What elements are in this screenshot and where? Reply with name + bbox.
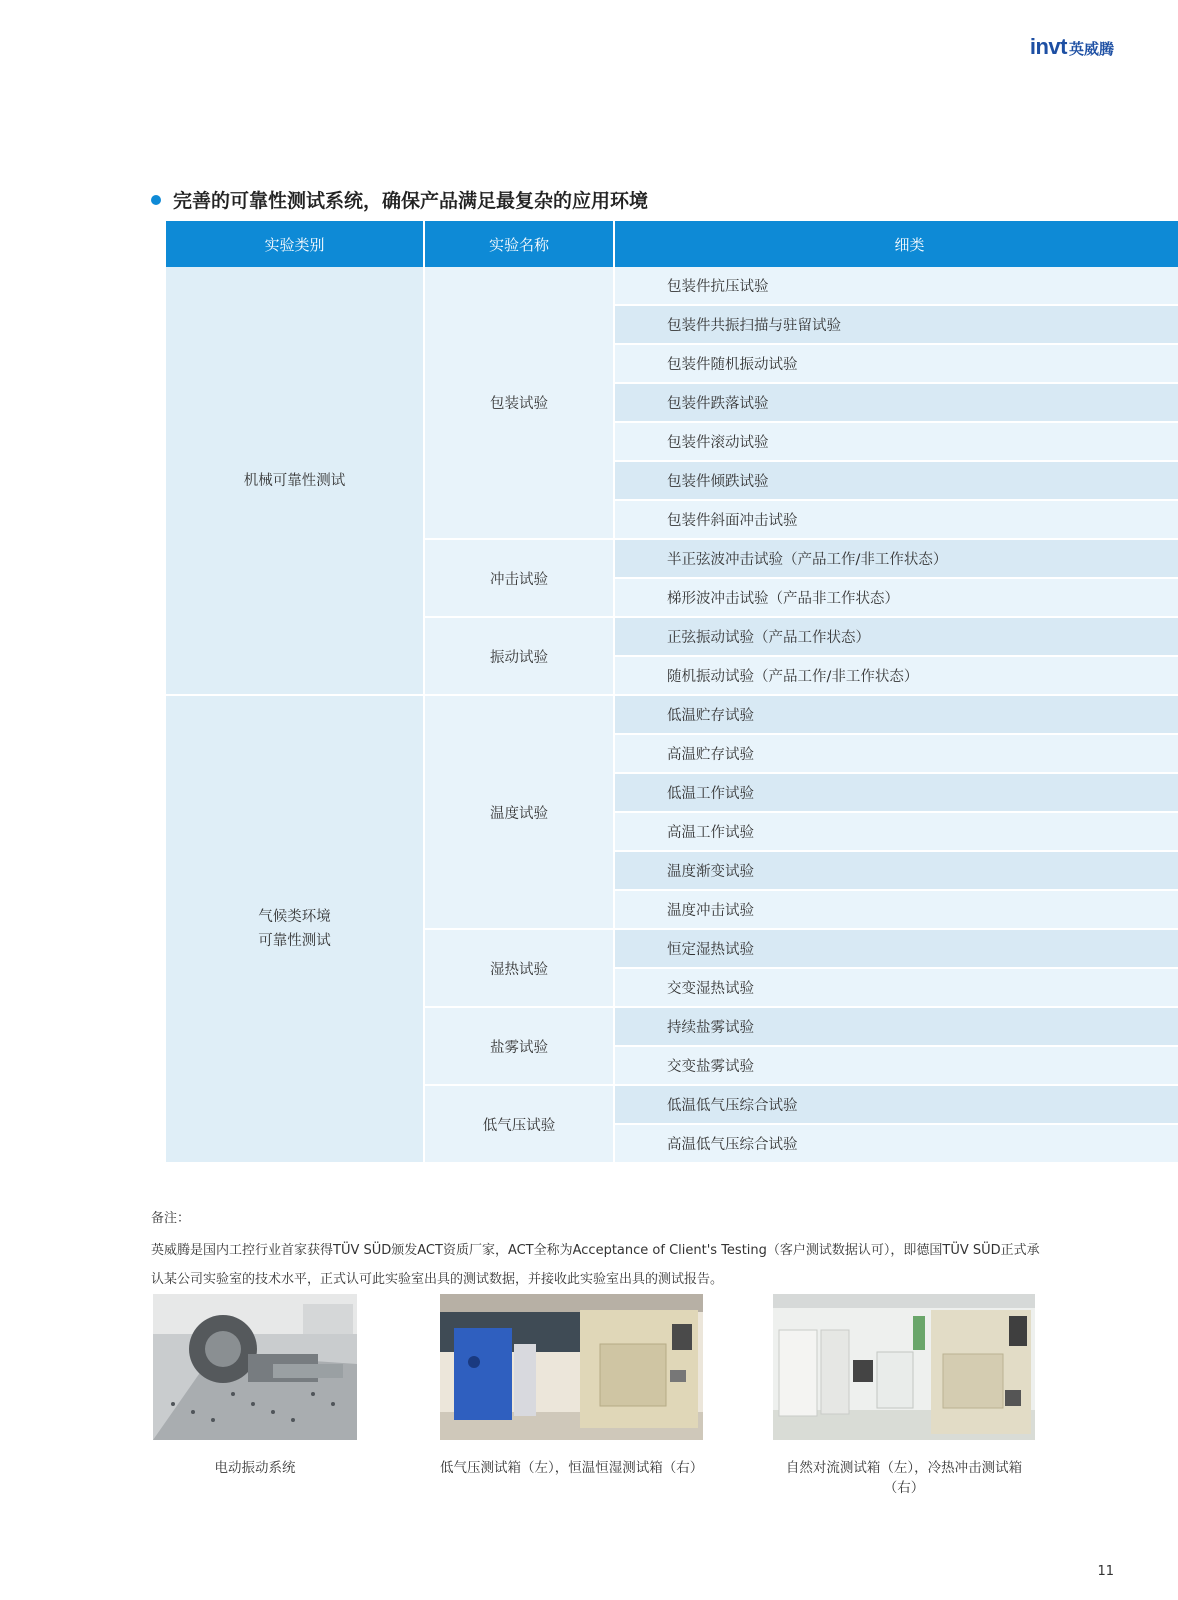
photo-caption: 自然对流测试箱（左），冷热冲击测试箱（右）	[785, 1460, 1023, 1496]
category-mechanical	[166, 267, 424, 695]
subcategory-cell: 恒定湿热试验	[614, 929, 1178, 968]
subcategory-cell: 交变湿热试验	[614, 968, 1178, 1007]
bullet-icon	[151, 195, 161, 205]
reliability-test-table	[166, 221, 1178, 1164]
brand-mark: invt	[1029, 34, 1067, 59]
test-salt-spray: 盐雾试验	[424, 1007, 614, 1085]
test-damp-heat: 湿热试验	[424, 929, 614, 1007]
subcategory-cell: 包装件共振扫描与驻留试验	[614, 305, 1178, 344]
test-low-pressure: 低气压试验	[424, 1085, 614, 1163]
subcategory-cell: 高温贮存试验	[614, 734, 1178, 773]
subcategory-cell: 低温低气压综合试验	[614, 1085, 1178, 1124]
page-number: 11	[1097, 1564, 1114, 1579]
header-subcategory: 细类	[614, 221, 1178, 267]
subcategory-cell: 高温工作试验	[614, 812, 1178, 851]
subcategory-cell: 包装件抗压试验	[614, 267, 1178, 305]
table-header-row	[166, 221, 1178, 267]
subcategory-cell: 包装件滚动试验	[614, 422, 1178, 461]
subcategory-cell: 随机振动试验（产品工作/非工作状态）	[614, 656, 1178, 695]
header-test-name: 实验名称	[424, 221, 614, 267]
category-label: 机械可靠性测试	[243, 472, 346, 489]
test-temperature: 温度试验	[424, 695, 614, 929]
photo-convection-thermal-shock-chambers	[773, 1294, 1035, 1440]
photo-caption: 低气压测试箱（左），恒温恒湿测试箱（右）	[440, 1460, 704, 1476]
subcategory-cell: 低温贮存试验	[614, 695, 1178, 734]
subcategory-cell: 交变盐雾试验	[614, 1046, 1178, 1085]
category-label-line2: 可靠性测试	[258, 933, 331, 949]
note-block	[151, 1207, 1041, 1294]
note-body: 英威腾是国内工控行业首家获得TÜV SÜD颁发ACT资质厂家，ACT全称为Acceptance of Client's Testing（客户测试数据认可），即德国TÜV SÜD正式承认某公司实验室的技术水平，正式认可此实验室出具的测试数据，并接收此实验室出具的测试报告。	[151, 1243, 1040, 1287]
photo-vibration-system	[153, 1294, 357, 1440]
subcategory-cell: 包装件随机振动试验	[614, 344, 1178, 383]
subcategory-cell: 梯形波冲击试验（产品非工作状态）	[614, 578, 1178, 617]
photo-caption: 电动振动系统	[214, 1460, 296, 1476]
subcategory-cell: 温度渐变试验	[614, 851, 1178, 890]
subcategory-cell: 正弦振动试验（产品工作状态）	[614, 617, 1178, 656]
section-title: 完善的可靠性测试系统，确保产品满足最复杂的应用环境	[173, 190, 649, 212]
brand-name: 英威腾	[1068, 40, 1114, 58]
note-label: 备注：	[151, 1211, 191, 1226]
subcategory-cell: 温度冲击试验	[614, 890, 1178, 929]
table-row	[166, 695, 1178, 734]
subcategory-cell: 包装件倾跌试验	[614, 461, 1178, 500]
test-vibration: 振动试验	[424, 617, 614, 695]
subcategory-cell: 持续盐雾试验	[614, 1007, 1178, 1046]
subcategory-cell: 高温低气压综合试验	[614, 1124, 1178, 1163]
table-row	[166, 267, 1178, 305]
subcategory-cell: 低温工作试验	[614, 773, 1178, 812]
subcategory-cell: 半正弦波冲击试验（产品工作/非工作状态）	[614, 539, 1178, 578]
header-category: 实验类别	[166, 221, 424, 267]
test-packaging: 包装试验	[424, 267, 614, 539]
photo-pressure-humidity-chambers	[440, 1294, 703, 1440]
brand-logo	[1030, 34, 1114, 60]
subcategory-cell: 包装件跌落试验	[614, 383, 1178, 422]
section-heading	[151, 186, 648, 213]
test-shock: 冲击试验	[424, 539, 614, 617]
category-climatic	[166, 695, 424, 1163]
category-label-line1: 气候类环境	[258, 909, 331, 925]
subcategory-cell: 包装件斜面冲击试验	[614, 500, 1178, 539]
